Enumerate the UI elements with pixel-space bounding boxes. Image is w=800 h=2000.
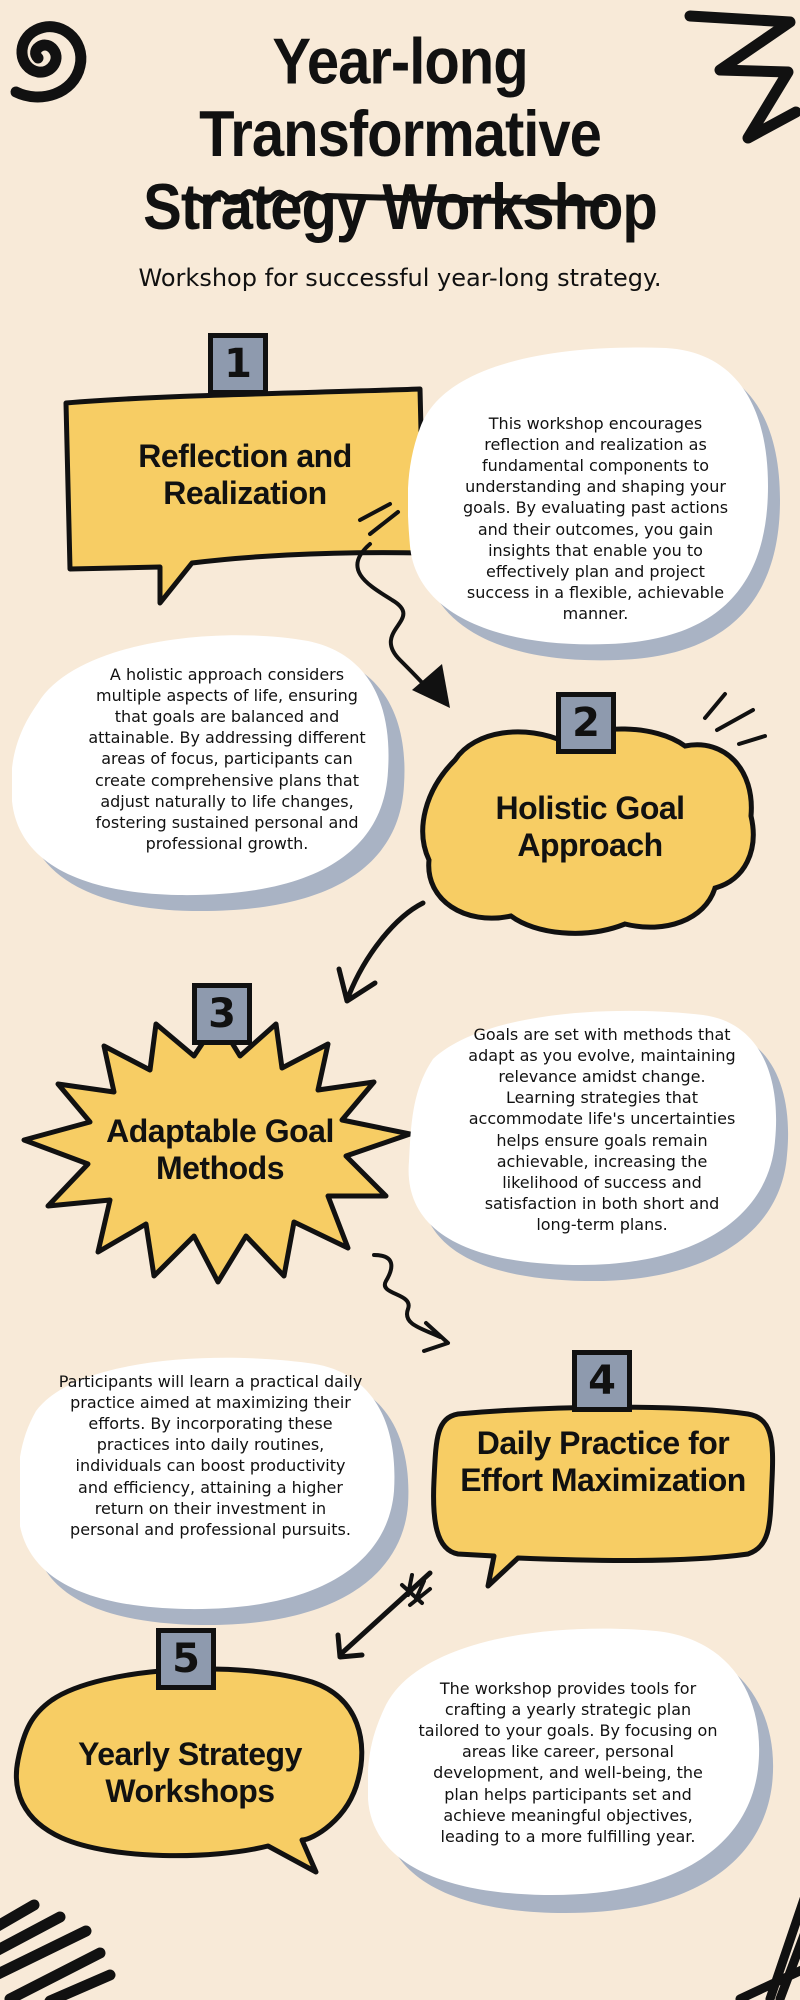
step-5-description: The workshop provides tools for crafting a yearly strategic plan tailored to your goals. By focusing on areas like career, personal development, and well-being, the plan helps participants set and achieve meaningful objectives, leading to a more fulfilling year. — [418, 1679, 718, 1846]
step-3-description: Goals are set with methods that adapt as you evolve, maintaining relevance amidst change. Learning strategies that accommodate life's uncertainties helps ensure goals remain achievable, increasing the likelihood of success and satisfaction in both short and long-term plans. — [468, 1025, 736, 1234]
step-1-heading: Reflection and Realization — [138, 438, 352, 511]
page-title: Year-long Transformative Strategy Workshop — [143, 25, 657, 244]
arrow-2-to-3 — [335, 895, 435, 1010]
sparkle-lines-icon — [695, 690, 770, 750]
scribble-doodle-icon — [0, 1895, 120, 2000]
step-1-number-badge: 1 — [208, 333, 268, 395]
step-3-number-badge: 3 — [192, 983, 252, 1045]
step-2-number-badge: 2 — [556, 692, 616, 754]
title-underline — [185, 182, 615, 218]
step-4-number-badge: 4 — [572, 1350, 632, 1412]
zigzag-doodle-icon — [680, 0, 800, 150]
step-5-heading: Yearly Strategy Workshops — [78, 1736, 302, 1809]
page-subtitle: Workshop for successful year-long strategy. — [138, 264, 662, 292]
step-2-heading: Holistic Goal Approach — [495, 790, 685, 863]
step-4-description: Participants will learn a practical daily practice aimed at maximizing their efforts. By incorporating these practices into daily routines, individuals can boost productivity and efficiency, attaining a higher return on their investment in personal and professional pursuits. — [58, 1372, 363, 1539]
spiral-doodle-icon — [0, 0, 110, 120]
step-4-heading: Daily Practice for Effort Maximization — [460, 1425, 746, 1498]
arrow-3-to-4 — [368, 1245, 468, 1365]
step-2-description: A holistic approach considers multiple aspects of life, ensuring that goals are balanced and attainable. By addressing different areas of focus, participants can create comprehensive plans that adjust naturally to life changes, fostering sustained personal and professional growth. — [88, 665, 366, 853]
step-3-heading: Adaptable Goal Methods — [106, 1113, 334, 1186]
step-1-description: This workshop encourages reflection and realization as fundamental components to understanding and shaping your goals. By evaluating past actions and their outcomes, you gain insights that enable you to effectively plan and project success in a flexible, achievable manner. — [462, 414, 729, 623]
step-5-number-badge: 5 — [156, 1628, 216, 1690]
